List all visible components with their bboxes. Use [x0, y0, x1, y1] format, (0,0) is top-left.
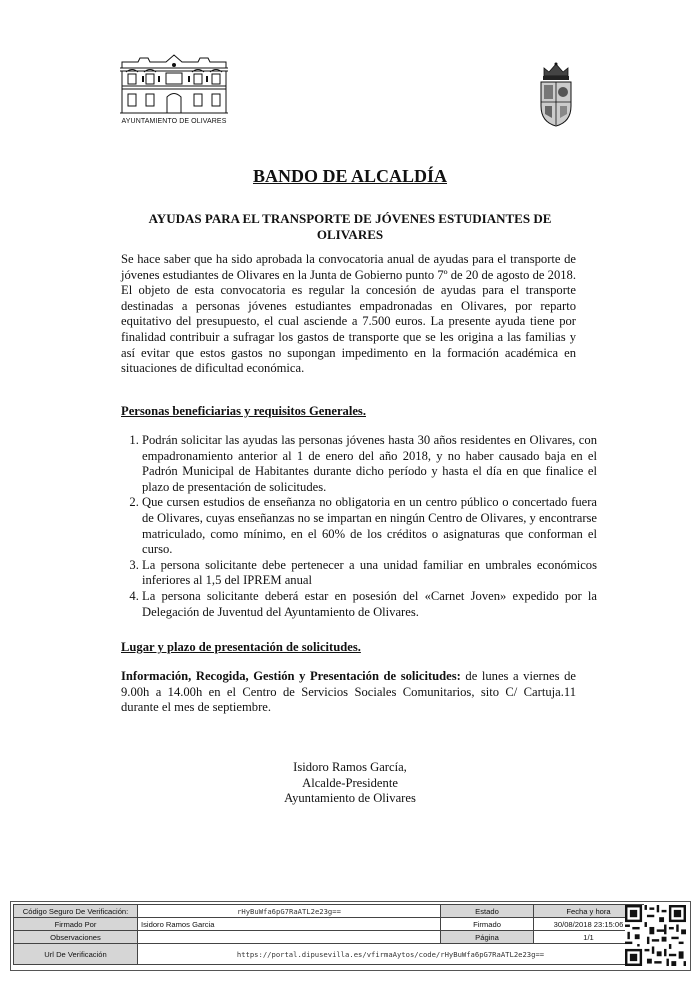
list-item: 2. Que cursen estudios de enseñanza no obligatoria en un centro público o concertado fuera de Olivares, cuyas enseñanzas no se impartan en ningún Centro de Olivares, y encontrarse matriculado, como mínimo, en el 60% de los créditos o asignaturas que conforman el curso.: [142, 495, 597, 557]
observaciones-value: [138, 931, 441, 944]
document-title: BANDO DE ALCALDÍA: [252, 166, 448, 186]
intro-paragraph: Se hace saber que ha sido aprobada la convocatoria anual de ayudas para el transporte de jóvenes estudiantes de Olivares en la Junta de Gobierno punto 7º de 20 de agosto de 2018. El objeto de esta convocatoria es regular la concesión de ayudas para el transporte destinadas a personas jóvenes estudiantes empadronadas en Olivares, por reparto equitativo del presupuesto, el cual asciende a 7.500 euros. La presente ayuda tiene por finalidad contribuir a sufragar los gastos de transporte que se les origina a las familias y así evitar que estos gastos no supongan impedimento en la formación académica en situaciones de dificultad económica.: [121, 252, 576, 376]
csv-label: Código Seguro De Verificación:: [14, 905, 138, 918]
list-item: 4. La persona solicitante deberá estar en posesión del «Carnet Joven» expedido por la Delegación de Juventud del Ayuntamiento de Olivares.: [142, 589, 597, 620]
requirements-list: [121, 433, 597, 620]
coat-of-arms-icon: [536, 62, 576, 128]
observaciones-label: Observaciones: [14, 931, 138, 944]
town-hall-logo: [118, 52, 230, 130]
verification-table: [13, 904, 644, 965]
list-item: 3. La persona solicitante debe pertenecer a una unidad familiar en umbrales económicos inferiores al 1,5 del IPREM anual: [142, 558, 597, 589]
town-hall-building-icon: [118, 52, 230, 116]
pagina-label: Página: [441, 931, 534, 944]
coat-of-arms: [536, 62, 576, 128]
signatory-institution: Ayuntamiento de Olivares: [284, 791, 416, 806]
submission-info-text: de lunes a viernes de 9.00h a 14.00h en el Centro de Servicios Sociales Comunitarios, sito C/ Cartuja.11 durante el mes de septiembre.: [121, 669, 576, 715]
signatory-role: Alcalde-Presidente: [302, 775, 398, 790]
section-beneficiaries-heading: Personas beneficiarias y requisitos Generales.: [121, 404, 366, 418]
municipality-caption: AYUNTAMIENTO DE OLIVARES: [121, 118, 227, 125]
estado-value: Firmado: [441, 918, 534, 931]
qr-code-icon: [625, 905, 686, 966]
url-label: Url De Verificación: [14, 944, 138, 965]
list-item: 1. Podrán solicitar las ayudas las personas jóvenes hasta 30 años residentes en Olivares, con empadronamiento anterior al 1 de enero del año 2018, y no haber causado baja en el Padrón Municipal de Habitantes durante dicho período y hasta el día en que finalice el plazo de presentación de solicitudes.: [142, 433, 597, 495]
firmado-por-label: Firmado Por: [14, 918, 138, 931]
pagina-value: 1/1: [534, 931, 644, 944]
section-submission-heading: Lugar y plazo de presentación de solicitudes.: [121, 640, 361, 654]
signatory-name: Isidoro Ramos García,: [293, 760, 407, 774]
url-value[interactable]: https://portal.dipusevilla.es/vfirmaAytos/code/rHyBuWfa6pG7RaATL2e23g==: [138, 944, 644, 965]
submission-info-paragraph: [121, 669, 576, 716]
estado-label: Estado: [441, 905, 534, 918]
verification-box: [10, 901, 691, 971]
signature-block: [0, 760, 700, 807]
submission-info-label: Información, Recogida, Gestión y Presentación de solicitudes:: [121, 669, 461, 683]
fecha-label: Fecha y hora: [534, 905, 644, 918]
document-subtitle: AYUDAS PARA EL TRANSPORTE DE JÓVENES ESTUDIANTES DE OLIVARES: [148, 211, 552, 242]
fecha-value: 30/08/2018 23:15:06: [534, 918, 644, 931]
csv-value: rHyBuWfa6pG7RaATL2e23g==: [138, 905, 441, 918]
firmado-por-value: Isidoro Ramos Garcia: [138, 918, 441, 931]
